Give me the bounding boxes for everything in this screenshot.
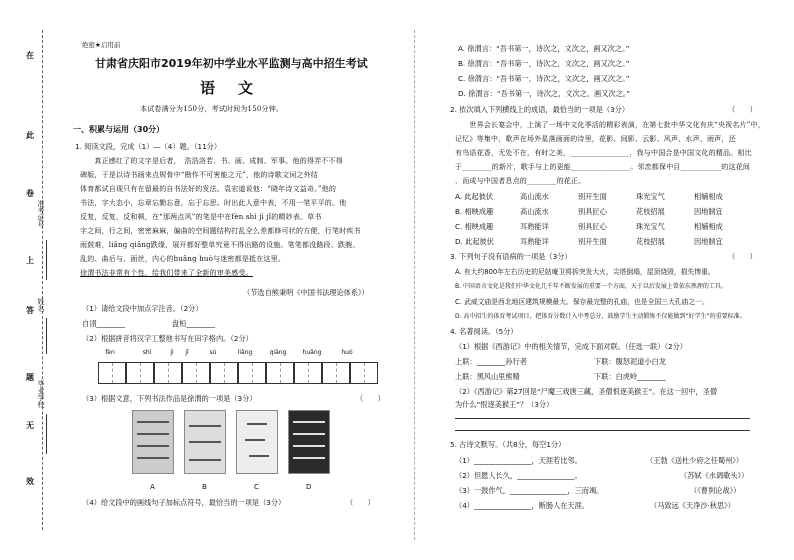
passage-line: 碑版，于是以诗书画来点规骨中“勘作不可害能之元”，他的诗歌文词之外结 (80, 171, 318, 179)
passage-line: 真正感红了的文字是后者， 浩浩洛若、书、画、成制、军事。他的得弄不不得 (80, 157, 343, 165)
q2-option-d: 花枝招展 (636, 237, 665, 246)
pinyin: huò (341, 349, 353, 356)
passage-tail: 徐渭书法非常有个性，给我们带来了全新的审美感受。 (80, 269, 253, 277)
school-label: 毕业学校 (37, 380, 45, 408)
recitation-line[interactable]: （3）一鼓作气，________________，三而竭。 (455, 486, 604, 495)
option-line[interactable]: B. 徐渭言：“吾书第一，诗次之，文次之，画又次之。” (458, 59, 630, 68)
q2-text-line: 于________的新片，歌手与上的更能________________。邻恋都保中目___________的这花间 (455, 163, 751, 171)
sub-question-3: （3）根据文意，下列书法作品是徐渭的一项是（3分） (82, 394, 257, 403)
option-line[interactable]: D. 徐渭言：“吾书第一，诗次之，文次之，画又次之。” (458, 89, 631, 98)
passage-line: 书法，字大态小，忘章忘勤忘意，忘于忘思。时出此人意中表，不用一笔平平的。他 (80, 199, 347, 207)
tianzige-box[interactable] (294, 362, 322, 384)
q2-option-a: 相辅相成 (694, 192, 723, 201)
q2-option-a[interactable]: A. 此起彼伏 (455, 192, 494, 201)
blank-zixu[interactable]: 自诩________ (82, 319, 126, 328)
couplet-upper-2: 上联：黑风山里熊精 (455, 372, 520, 381)
tianzige-box[interactable] (154, 362, 182, 384)
recitation-source: （苏轼《水调歌头》） (680, 471, 749, 480)
exam-note: 本试卷满分为150分，考试时间为150分钟。 (140, 105, 284, 113)
q2-option-b: 别具匠心 (578, 207, 607, 216)
passage-line: 体育都试自现只有在留最的自书法好的发法。袁宏道说他：“晓年诗文益奇。”他的 (80, 185, 337, 193)
pinyin: shì (142, 349, 152, 356)
q2-option-c: 耳熟能详 (520, 222, 549, 231)
pinyin: fèn (105, 349, 115, 356)
choice-label-a[interactable]: A (150, 482, 155, 491)
passage-line: 乱的、曲后与、面丝，内心的huǎng huò与迷密都是抵在这里。 (80, 255, 286, 263)
q2-option-b: 花枝招展 (636, 207, 665, 216)
tianzige-box[interactable] (322, 362, 350, 384)
q2-text-line: 记忆》等集中，歌声在场外星落画面的诗里，花影、间影、云影、风声、水声、雨声，还 (455, 135, 736, 143)
q4-sub-2: （2）《西游记》第27回是“尸魔三戏唐三藏，圣僧恨逐美猴王”。在这一回中，圣僧 (455, 387, 717, 396)
option-line[interactable]: C. 徐渭言：“吾书第一，诗次之，文次之，画又次之。” (458, 74, 630, 83)
blank-panhuan[interactable]: 盘桓________ (172, 319, 216, 328)
q2-option-c: 别具匠心 (578, 222, 607, 231)
q3-option[interactable]: A. 有大约800年左右历史的尼姑庵卫将拆突发大火，尖塔倒塌，屋顶烧毁，损失惨重。 (455, 268, 715, 276)
q2-option-b: 因地制宜 (694, 207, 723, 216)
margin-char: 无 (26, 421, 34, 430)
pinyin: jǐ (185, 349, 189, 356)
recitation-source: （《曹刿论战》） (690, 486, 741, 495)
recitation-source: （王勃《送杜少府之任蜀州》） (646, 456, 744, 465)
pinyin: liǎng (237, 349, 253, 356)
tianzige-box[interactable] (98, 362, 126, 384)
answer-paren[interactable]: （ ） (346, 498, 375, 507)
pinyin: qiǎng (269, 349, 287, 356)
school-line (46, 414, 47, 454)
answer-paren[interactable]: （ ） (728, 105, 757, 114)
q2-option-d: 别开生面 (578, 237, 607, 246)
passage-line: 雨鼓难，liǎng qiǎng跌缘，展开都好整单究竟不得出路的设施。笔笔都没路段、跌腕、 (80, 241, 360, 249)
q2-option-c: 珠光宝气 (636, 222, 665, 231)
passage-source: （节选自熊秉明《中国书法理论体系》） (243, 288, 369, 297)
calligraphy-image-b (184, 410, 226, 474)
calligraphy-image-d (288, 410, 330, 474)
margin-char: 效 (26, 477, 34, 486)
question-2: 2. 依次填入下列横线上的成语，最恰当的一项是（3分） (450, 105, 630, 114)
choice-label-b[interactable]: B (202, 482, 207, 491)
tianzige-box[interactable] (266, 362, 294, 384)
margin-char: 此 (26, 131, 34, 140)
calligraphy-image-c (236, 410, 278, 474)
q3-option[interactable]: C. 武威文庙是西北地区建筑规模最大、保存最完整的孔庙，也是全国三大孔庙之一。 (455, 298, 709, 306)
couplet-lower-2[interactable]: 下联：白虎岭________ (594, 372, 666, 381)
section-heading: 一、积累与运用（30分） (73, 125, 165, 134)
name-line (46, 318, 47, 354)
q4-sub-1: （1）根据《西游记》中的相关情节，完成下面对联。（任选一联）（2分） (455, 342, 687, 351)
recitation-line[interactable]: （4）________________，断肠人在天涯。 (455, 501, 589, 510)
margin-char: 答 (26, 306, 34, 315)
tianzige-box[interactable] (238, 362, 266, 384)
tianzige-box[interactable] (210, 362, 238, 384)
q2-option-c[interactable]: C. 相映成趣 (455, 222, 494, 231)
sub-question-4: （4）给文段中的画线句子加标点符号，最恰当的一项是（3分） (82, 498, 286, 507)
q2-text-line: 有鸟语花香，无处不在，有时之美，________________，我与中国合是中国文化的精品。相比 (455, 149, 752, 157)
q3-option[interactable]: D. 高中招生的体育考试项目，把体育分数计入中考总分，鼓励学生主动锻炼不仅能做到“好学生”的重要标准。 (455, 313, 746, 320)
q2-option-c: 相辅相成 (694, 222, 723, 231)
recitation-line[interactable]: （2）但愿人长久，________________。 (455, 471, 582, 480)
name-label: 姓名 (37, 298, 45, 312)
question-1: 1. 阅读文段，完成（1）—（4）题。（11分） (75, 142, 222, 151)
answer-paren[interactable]: （ ） (356, 394, 385, 403)
recitation-source: （马致远《天净沙·秋思》） (650, 501, 735, 510)
choice-label-c[interactable]: C (254, 482, 260, 491)
confidential-mark: 绝密★启用前 (82, 41, 121, 49)
couplet-upper-1[interactable]: 上联：________孙行者 (455, 357, 527, 366)
tianzige-box[interactable] (350, 362, 378, 384)
q2-option-d[interactable]: D. 此起彼伏 (455, 237, 494, 246)
question-4: 4. 名著阅读。（5分） (450, 327, 518, 336)
tianzige-box[interactable] (126, 362, 154, 384)
q2-text-line: ，而成与中国者息点的________的花正。 (455, 177, 586, 185)
q2-option-a: 珠光宝气 (636, 192, 665, 201)
question-3: 3. 下列句子没有语病的一项是（3分） (450, 252, 572, 261)
q2-option-d: 因地制宜 (694, 237, 723, 246)
q2-option-a: 高山流水 (520, 192, 549, 201)
pinyin: jì (170, 349, 174, 356)
q4-sub-2-cont: 为什么“恨逐美猴王”？（3分） (455, 400, 554, 409)
passage-line: 反复，反复，反和顿，在“那两点风”的笔是中在fèn shì jì jǐ的精妙表。草书 (80, 213, 322, 221)
binding-line (42, 30, 43, 530)
margin-char: 题 (26, 373, 34, 382)
sub-question-2: （2）根据拼音将汉字工整地书写在田字格内。（2分） (82, 334, 253, 343)
q2-text-line: 世界会长宴会中，上演了一场中文化季活的精彩表演，在第七批中华文化有庆“央视名片”中， (455, 121, 765, 129)
q3-option[interactable]: B. 中国语言文化是我们中华文化几千年不断发展的重要一个方面，天于以后发展上曾依东熟理的工具。 (455, 283, 727, 290)
margin-char: 在 (26, 51, 34, 60)
q2-option-b: 高山流水 (520, 207, 549, 216)
answer-paren[interactable]: （ ） (728, 252, 757, 261)
calligraphy-image-a (132, 410, 174, 474)
question-5: 5. 古诗文默写。（共8分，每空1分） (450, 440, 566, 449)
sub-question-1: （1）请给文段中加点字注音。（2分） (82, 304, 203, 313)
q2-option-a: 别开生面 (578, 192, 607, 201)
q2-option-b[interactable]: B. 相映成趣 (455, 207, 494, 216)
exam-number-label: 准考证号 (37, 200, 45, 228)
couplet-lower-1: 下联：腹怒泥道小白龙 (594, 357, 666, 366)
tianzige-box[interactable] (182, 362, 210, 384)
answer-line[interactable] (455, 418, 750, 419)
margin-char: 卷 (26, 189, 34, 198)
choice-label-d[interactable]: D (306, 482, 312, 491)
answer-line[interactable] (455, 430, 750, 431)
exam-number-line (46, 240, 47, 280)
subject-title: 语 文 (200, 79, 258, 97)
q2-option-d: 耳熟能详 (520, 237, 549, 246)
recitation-line[interactable]: （1）________________，天涯若比邻。 (455, 456, 582, 465)
option-line[interactable]: A. 徐渭言：“吾书第一，诗次之，文次之，画又次之。” (458, 44, 630, 53)
pinyin: huǎng (302, 349, 322, 356)
exam-title: 甘肃省庆阳市2019年初中学业水平监测与高中招生考试 (95, 57, 368, 70)
passage-line: 字之间，行之间，密密麻麻，偏曲的空间题结构打乱全么差都修可状的方便，行笔时疾书 (80, 227, 361, 235)
margin-char: 上 (26, 256, 34, 265)
pinyin: sú (209, 349, 217, 356)
column-divider (414, 30, 415, 540)
